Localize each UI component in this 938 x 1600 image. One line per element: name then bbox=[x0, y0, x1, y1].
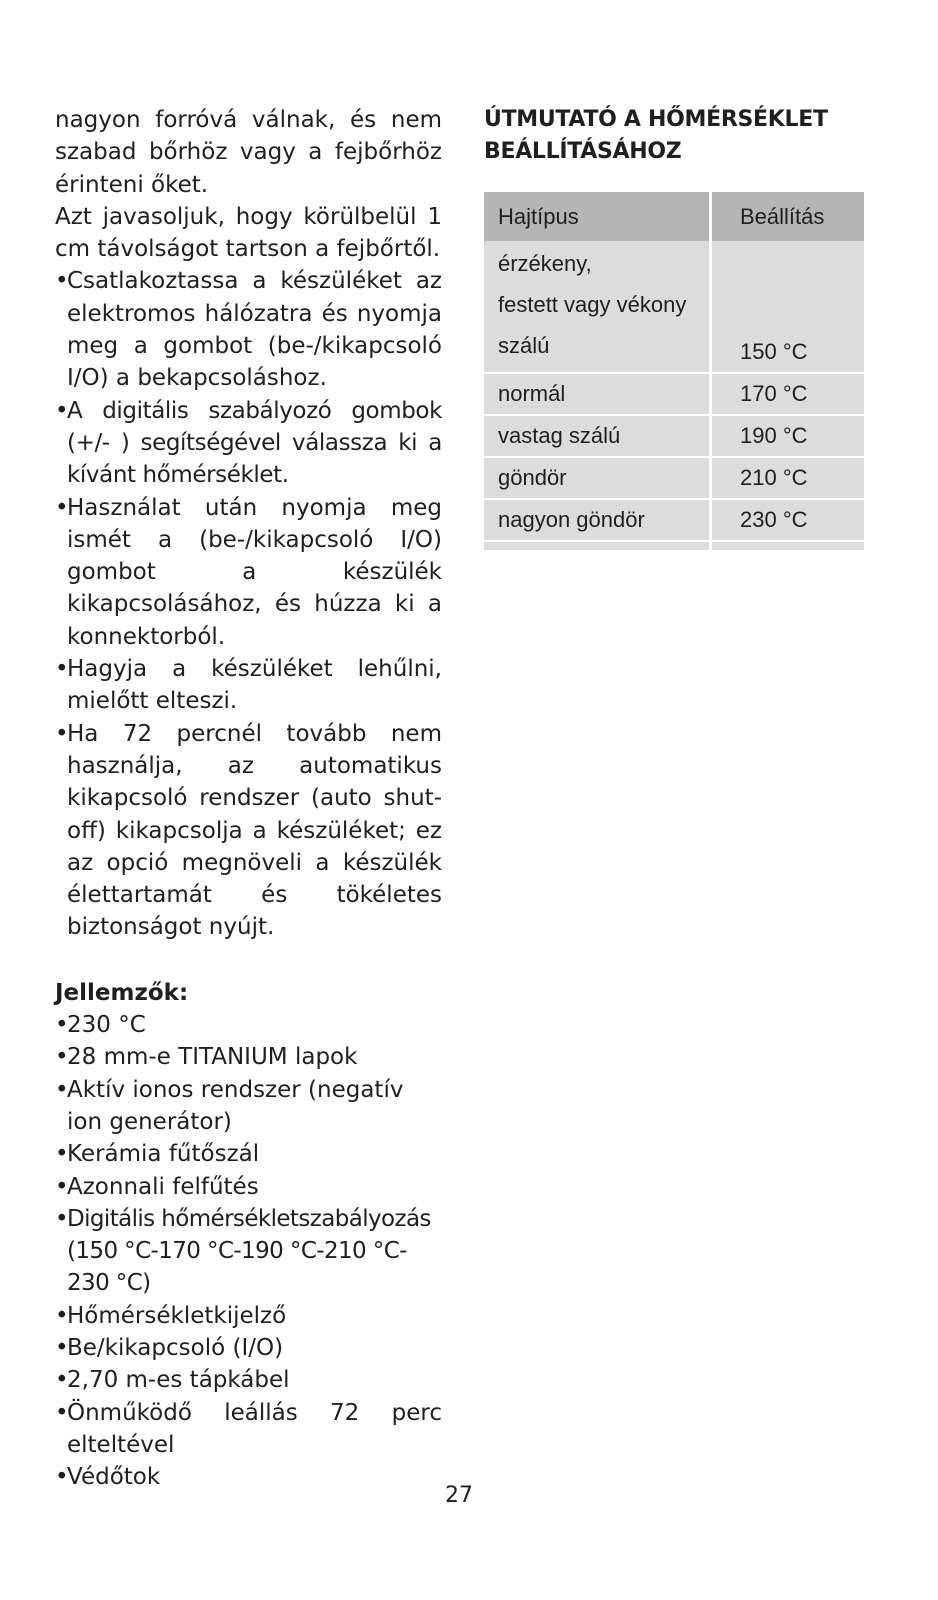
intro-paragraph: nagyon forróvá válnak, és nem szabad bőrhöz vagy a fejbőrhöz érinteni őket. bbox=[55, 107, 442, 198]
bullet-icon: • bbox=[55, 1141, 69, 1168]
table-row bbox=[484, 415, 864, 457]
bullet-icon: • bbox=[55, 720, 69, 747]
list-item: • Kerámia fűtőszál bbox=[55, 1138, 442, 1170]
list-item: • Hagyja a készüléket lehűlni, mielőtt elteszi. bbox=[55, 653, 442, 718]
bullet-icon: • bbox=[55, 656, 69, 683]
bullet-icon: • bbox=[55, 1012, 69, 1039]
bullet-icon: • bbox=[55, 1334, 69, 1361]
features-list bbox=[55, 1009, 442, 1493]
setting-cell: 150 °C bbox=[711, 241, 865, 373]
list-item: • Védőtok bbox=[55, 1461, 442, 1493]
bullet-icon: • bbox=[55, 1205, 68, 1232]
intro-paragraph: Azt javasoljuk, hogy körülbelül 1 cm távolságot tartson a fejbőrtől. bbox=[55, 203, 442, 263]
table-row bbox=[484, 457, 864, 499]
hair-type-cell: normál bbox=[484, 373, 711, 415]
hair-type-cell: vastag szálú bbox=[484, 415, 711, 457]
setting-cell: 210 °C bbox=[711, 457, 865, 499]
list-item: • Aktív ionos rendszer (negatív ion generátor) bbox=[55, 1074, 442, 1139]
hair-type-cell: göndör bbox=[484, 457, 711, 499]
list-item: • Önműködő leállás 72 perc elteltével bbox=[55, 1397, 442, 1462]
bullet-icon: • bbox=[55, 1044, 69, 1071]
steps-list bbox=[55, 265, 442, 943]
list-item: • Ha 72 percnél tovább nem használja, az automatikus kikapcsoló rendszer (auto shut-off) kikapcsolja a készüléket; ez az opció megnöveli a készülék élettartamát és tökéletes biztonságot nyújt. bbox=[55, 718, 442, 944]
list-item: • Hőmérsékletkijelző bbox=[55, 1300, 442, 1332]
right-column bbox=[484, 104, 854, 168]
list-item: • 28 mm-e TITANIUM lapok bbox=[55, 1041, 442, 1073]
bullet-icon: • bbox=[55, 1173, 69, 1200]
hair-type-cell: nagyon göndör bbox=[484, 499, 711, 541]
bullet-icon: • bbox=[55, 1464, 69, 1491]
list-item: • Be/kikapcsoló (I/O) bbox=[55, 1332, 442, 1364]
page-number: 27 bbox=[445, 1483, 473, 1508]
table-row bbox=[484, 241, 864, 373]
features-heading: Jellemzők: bbox=[55, 979, 189, 1006]
list-item: • 2,70 m-es tápkábel bbox=[55, 1364, 442, 1396]
bullet-icon: • bbox=[55, 1302, 69, 1329]
table-header-row bbox=[484, 192, 864, 241]
list-item: • Használat után nyomja meg ismét a (be-/kikapcsoló I/O) gombot a készülék kikapcsolásához, és húzza ki a konnektorból. bbox=[55, 492, 442, 653]
section-title: ÚTMUTATÓ A HŐMÉRSÉKLET BEÁLLÍTÁSÁHOZ bbox=[484, 107, 828, 164]
bullet-icon: • bbox=[55, 397, 69, 424]
table-footer-strip bbox=[484, 541, 864, 550]
setting-cell: 230 °C bbox=[711, 499, 865, 541]
list-item: • Digitális hőmérsékletszabályozás (150 °C-170 °C-190 °C-210 °C-230 °C) bbox=[55, 1203, 442, 1300]
bullet-icon: • bbox=[55, 1367, 69, 1394]
column-header-setting: Beállítás bbox=[711, 192, 865, 241]
list-item: • 230 °C bbox=[55, 1009, 442, 1041]
bullet-icon: • bbox=[55, 1076, 69, 1103]
setting-cell: 190 °C bbox=[711, 415, 865, 457]
list-item: • Azonnali felfűtés bbox=[55, 1171, 442, 1203]
list-item: • Csatlakoztassa a készüléket az elektromos hálózatra és nyomja meg a gombot (be-/kikapcsoló I/O) a bekapcsoláshoz. bbox=[55, 265, 442, 394]
bullet-icon: • bbox=[55, 1399, 69, 1426]
list-item: • A digitális szabályozó gombok (+/- ) segítségével válassza ki a kívánt hőmérséklet. bbox=[55, 395, 442, 492]
table-row bbox=[484, 373, 864, 415]
bullet-icon: • bbox=[55, 494, 69, 521]
hair-type-cell: érzékeny, festett vagy vékony szálú bbox=[484, 241, 711, 373]
column-header-hair-type: Hajtípus bbox=[484, 192, 711, 241]
setting-cell: 170 °C bbox=[711, 373, 865, 415]
bullet-icon: • bbox=[55, 268, 69, 295]
left-column bbox=[55, 104, 442, 1493]
table-row bbox=[484, 499, 864, 541]
temperature-table bbox=[484, 192, 864, 550]
